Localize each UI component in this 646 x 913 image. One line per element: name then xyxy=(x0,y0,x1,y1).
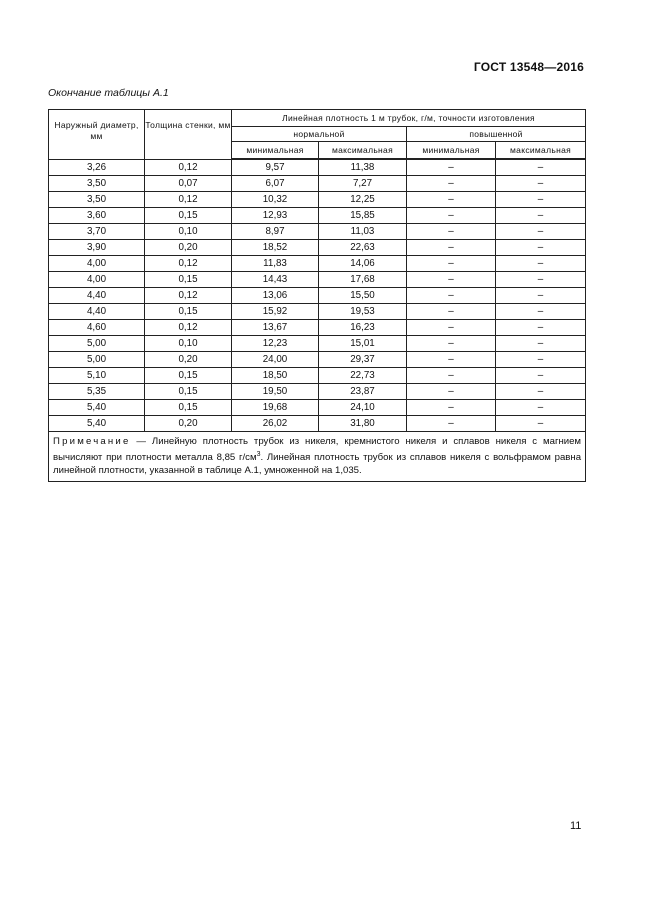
table-row xyxy=(49,336,586,352)
cell-outer-diameter: 5,40 xyxy=(49,400,145,416)
cell-increased-min: – xyxy=(407,320,496,336)
cell-normal-max: 24,10 xyxy=(319,400,407,416)
cell-outer-diameter: 3,26 xyxy=(49,159,145,176)
cell-normal-max: 15,85 xyxy=(319,208,407,224)
cell-increased-min: – xyxy=(407,336,496,352)
cell-outer-diameter: 4,00 xyxy=(49,256,145,272)
cell-wall-thickness: 0,15 xyxy=(145,272,232,288)
cell-normal-min: 12,23 xyxy=(232,336,319,352)
note-text-part2: . Линейная плотность трубок из сплавов никеля с вольфрамом равна линейной плотности, указанной в таблице А.1, умноженной на 1,035. xyxy=(53,452,582,477)
table-row xyxy=(49,208,586,224)
cell-normal-min: 9,57 xyxy=(232,159,319,176)
cell-normal-max: 7,27 xyxy=(319,176,407,192)
header-normal-min: минимальная xyxy=(232,142,319,160)
cell-normal-max: 29,37 xyxy=(319,352,407,368)
cell-normal-max: 11,03 xyxy=(319,224,407,240)
cell-normal-min: 11,83 xyxy=(232,256,319,272)
cell-normal-max: 11,38 xyxy=(319,159,407,176)
cell-normal-max: 15,01 xyxy=(319,336,407,352)
cell-normal-max: 23,87 xyxy=(319,384,407,400)
cell-increased-max: – xyxy=(496,176,586,192)
cell-outer-diameter: 5,35 xyxy=(49,384,145,400)
cell-increased-min: – xyxy=(407,176,496,192)
cell-increased-max: – xyxy=(496,336,586,352)
cell-increased-max: – xyxy=(496,192,586,208)
cell-wall-thickness: 0,15 xyxy=(145,208,232,224)
cell-increased-max: – xyxy=(496,240,586,256)
cell-increased-max: – xyxy=(496,224,586,240)
table-row xyxy=(49,256,586,272)
table-row xyxy=(49,368,586,384)
cell-wall-thickness: 0,20 xyxy=(145,240,232,256)
cell-normal-min: 13,06 xyxy=(232,288,319,304)
cell-wall-thickness: 0,15 xyxy=(145,304,232,320)
cell-normal-min: 10,32 xyxy=(232,192,319,208)
table-body xyxy=(49,159,586,432)
cell-increased-max: – xyxy=(496,288,586,304)
cell-normal-max: 22,63 xyxy=(319,240,407,256)
header-wall-thickness: Толщина стенки, мм xyxy=(145,110,232,160)
header-normal-max: максимальная xyxy=(319,142,407,160)
document-designation: ГОСТ 13548—2016 xyxy=(473,60,584,74)
cell-increased-max: – xyxy=(496,352,586,368)
table-caption: Окончание таблицы А.1 xyxy=(48,87,169,99)
cell-normal-min: 19,50 xyxy=(232,384,319,400)
cell-normal-min: 14,43 xyxy=(232,272,319,288)
cell-increased-min: – xyxy=(407,352,496,368)
table-header xyxy=(49,110,586,160)
table-note xyxy=(49,432,586,482)
linear-density-table xyxy=(48,109,586,482)
cell-normal-min: 19,68 xyxy=(232,400,319,416)
cell-normal-min: 18,50 xyxy=(232,368,319,384)
cell-increased-min: – xyxy=(407,240,496,256)
cell-increased-min: – xyxy=(407,208,496,224)
cell-normal-min: 18,52 xyxy=(232,240,319,256)
table-row xyxy=(49,320,586,336)
cell-wall-thickness: 0,15 xyxy=(145,400,232,416)
cell-normal-min: 12,93 xyxy=(232,208,319,224)
cell-wall-thickness: 0,15 xyxy=(145,384,232,400)
cell-outer-diameter: 5,10 xyxy=(49,368,145,384)
cell-increased-max: – xyxy=(496,159,586,176)
cell-increased-min: – xyxy=(407,400,496,416)
cell-outer-diameter: 4,40 xyxy=(49,304,145,320)
cell-increased-max: – xyxy=(496,384,586,400)
cell-outer-diameter: 3,50 xyxy=(49,176,145,192)
cell-increased-min: – xyxy=(407,256,496,272)
cell-increased-max: – xyxy=(496,400,586,416)
cell-wall-thickness: 0,10 xyxy=(145,336,232,352)
cell-outer-diameter: 3,70 xyxy=(49,224,145,240)
header-group-increased: повышенной xyxy=(407,127,586,142)
cell-outer-diameter: 4,40 xyxy=(49,288,145,304)
cell-wall-thickness: 0,12 xyxy=(145,288,232,304)
cell-increased-min: – xyxy=(407,159,496,176)
cell-normal-max: 15,50 xyxy=(319,288,407,304)
cell-wall-thickness: 0,20 xyxy=(145,352,232,368)
cell-wall-thickness: 0,10 xyxy=(145,224,232,240)
cell-outer-diameter: 3,90 xyxy=(49,240,145,256)
table-row xyxy=(49,176,586,192)
cell-increased-min: – xyxy=(407,416,496,432)
cell-normal-max: 17,68 xyxy=(319,272,407,288)
cell-increased-max: – xyxy=(496,256,586,272)
cell-outer-diameter: 4,00 xyxy=(49,272,145,288)
cell-wall-thickness: 0,12 xyxy=(145,320,232,336)
cell-normal-max: 19,53 xyxy=(319,304,407,320)
cell-increased-min: – xyxy=(407,368,496,384)
cell-outer-diameter: 5,40 xyxy=(49,416,145,432)
cell-wall-thickness: 0,12 xyxy=(145,192,232,208)
cell-wall-thickness: 0,07 xyxy=(145,176,232,192)
cell-wall-thickness: 0,20 xyxy=(145,416,232,432)
header-outer-diameter: Наружный диаметр, мм xyxy=(49,110,145,160)
header-increased-max: максимальная xyxy=(496,142,586,160)
cell-increased-min: – xyxy=(407,224,496,240)
cell-increased-max: – xyxy=(496,320,586,336)
cell-increased-min: – xyxy=(407,192,496,208)
table-row xyxy=(49,416,586,432)
data-table-container xyxy=(48,109,585,482)
table-row xyxy=(49,352,586,368)
table-row xyxy=(49,400,586,416)
cell-normal-min: 26,02 xyxy=(232,416,319,432)
header-increased-min: минимальная xyxy=(407,142,496,160)
cell-normal-max: 16,23 xyxy=(319,320,407,336)
cell-normal-min: 15,92 xyxy=(232,304,319,320)
cell-wall-thickness: 0,12 xyxy=(145,159,232,176)
cell-normal-max: 22,73 xyxy=(319,368,407,384)
cell-normal-min: 13,67 xyxy=(232,320,319,336)
cell-normal-max: 14,06 xyxy=(319,256,407,272)
cell-increased-max: – xyxy=(496,304,586,320)
table-row xyxy=(49,304,586,320)
cell-normal-max: 12,25 xyxy=(319,192,407,208)
cell-increased-min: – xyxy=(407,272,496,288)
page-number: 11 xyxy=(570,820,582,832)
cell-normal-max: 31,80 xyxy=(319,416,407,432)
table-row xyxy=(49,224,586,240)
table-row xyxy=(49,384,586,400)
cell-normal-min: 8,97 xyxy=(232,224,319,240)
cell-outer-diameter: 5,00 xyxy=(49,352,145,368)
note-label: Примечание xyxy=(53,436,131,447)
cell-outer-diameter: 5,00 xyxy=(49,336,145,352)
header-linear-density: Линейная плотность 1 м трубок, г/м, точности изготовления xyxy=(232,110,586,127)
cell-increased-max: – xyxy=(496,368,586,384)
cell-normal-min: 6,07 xyxy=(232,176,319,192)
table-row xyxy=(49,240,586,256)
cell-outer-diameter: 3,60 xyxy=(49,208,145,224)
table-row xyxy=(49,288,586,304)
cell-normal-min: 24,00 xyxy=(232,352,319,368)
cell-wall-thickness: 0,15 xyxy=(145,368,232,384)
note-superscript: 3 xyxy=(256,451,261,458)
header-group-normal: нормальной xyxy=(232,127,407,142)
cell-increased-min: – xyxy=(407,288,496,304)
cell-increased-max: – xyxy=(496,208,586,224)
cell-increased-max: – xyxy=(496,272,586,288)
cell-outer-diameter: 3,50 xyxy=(49,192,145,208)
table-row xyxy=(49,159,586,176)
cell-increased-max: – xyxy=(496,416,586,432)
cell-outer-diameter: 4,60 xyxy=(49,320,145,336)
cell-increased-min: – xyxy=(407,304,496,320)
table-row xyxy=(49,272,586,288)
cell-wall-thickness: 0,12 xyxy=(145,256,232,272)
cell-increased-min: – xyxy=(407,384,496,400)
note-text-part1: — Линейную плотность трубок из никеля, кремнистого никеля и сплавов никеля с магнием вычисляют при плотности металла 8,85 г/см xyxy=(53,436,582,464)
table-row xyxy=(49,192,586,208)
